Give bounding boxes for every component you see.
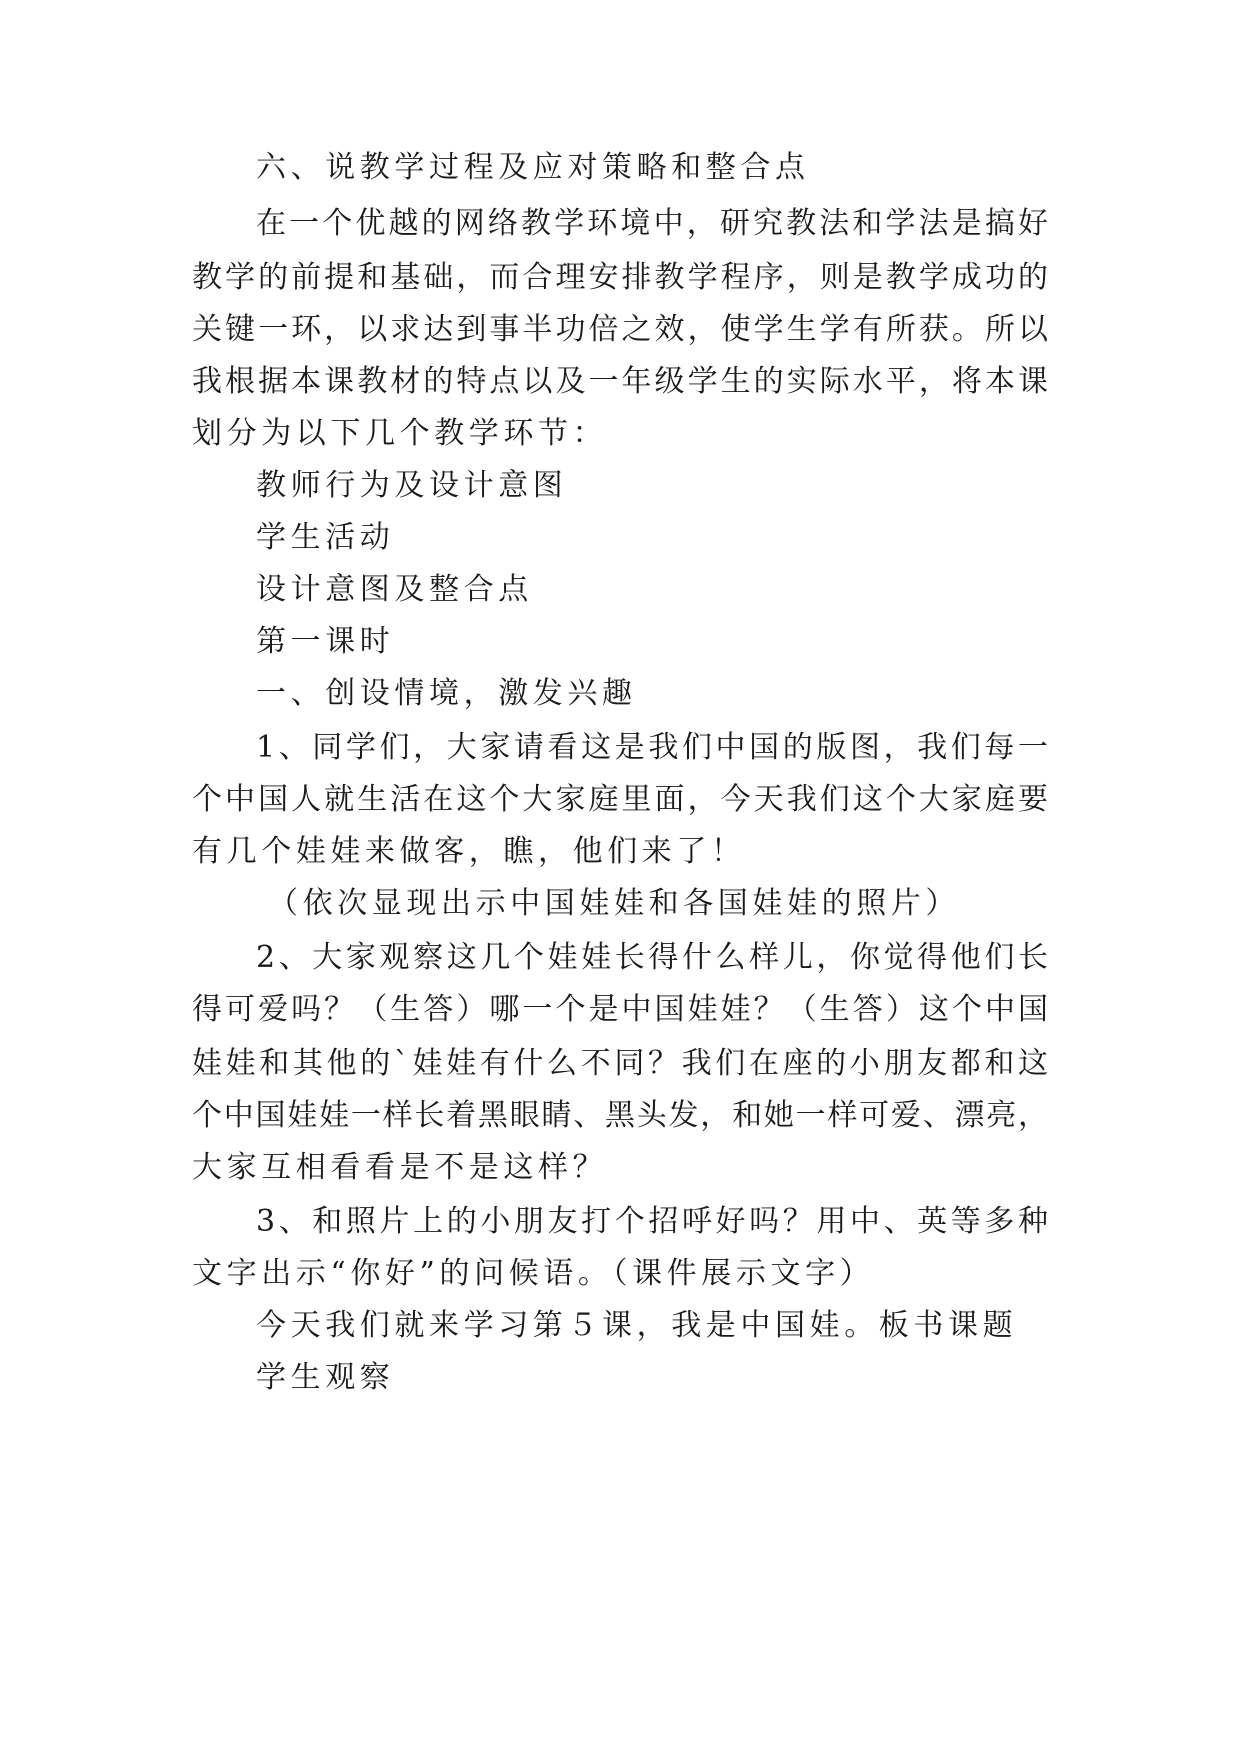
paragraph-line: 得可爱吗？（生答）哪一个是中国娃娃？（生答）这个中国 [192,992,1048,1027]
paragraph-line: 关键一环，以求达到事半功倍之效，使学生学有所获。所以 [192,312,1048,347]
paragraph-line: （依次显现出示中国娃娃和各国娃娃的照片） [268,886,960,921]
paragraph-line: 1、同学们，大家请看这是我们中国的版图，我们每一 [256,730,1048,765]
paragraph-line: 教师行为及设计意图 [256,468,568,503]
section-heading: 六、说教学过程及应对策略和整合点 [256,150,810,185]
paragraph-line: 学生观察 [256,1360,395,1395]
paragraph-line: 设计意图及整合点 [256,572,533,607]
paragraph-line: 文字出示“你好”的问候语。（课件展示文字） [192,1256,875,1291]
paragraph-line: 2、大家观察这几个娃娃长得什么样儿，你觉得他们长 [256,940,1048,975]
paragraph-line: 大家互相看看是不是这样？ [192,1150,608,1185]
paragraph-line: 今天我们就来学习第５课，我是中国娃。板书课题 [256,1308,1018,1343]
paragraph-line: 我根据本课教材的特点以及一年级学生的实际水平，将本课 [192,364,1048,399]
paragraph-line: 第一课时 [256,624,395,659]
paragraph-line: 个中国人就生活在这个大家庭里面，今天我们这个大家庭要 [192,782,1048,817]
paragraph-line: 3、和照片上的小朋友打个招呼好吗？用中、英等多种 [256,1204,1048,1239]
paragraph-line: 在一个优越的网络教学环境中，研究教法和学法是搞好 [256,206,1048,241]
paragraph-line: 一、创设情境，激发兴趣 [256,676,637,711]
paragraph-line: 划分为以下几个教学环节： [192,416,608,451]
paragraph-line: 教学的前提和基础，而合理安排教学程序，则是教学成功的 [192,260,1048,295]
paragraph-line: 有几个娃娃来做客，瞧，他们来了！ [192,834,746,869]
paragraph-line: 个中国娃娃一样长着黑眼睛、黑头发，和她一样可爱、漂亮， [192,1098,1048,1133]
paragraph-line: 学生活动 [256,520,395,555]
paragraph-line: 娃娃和其他的`娃娃有什么不同？我们在座的小朋友都和这 [192,1046,1048,1081]
